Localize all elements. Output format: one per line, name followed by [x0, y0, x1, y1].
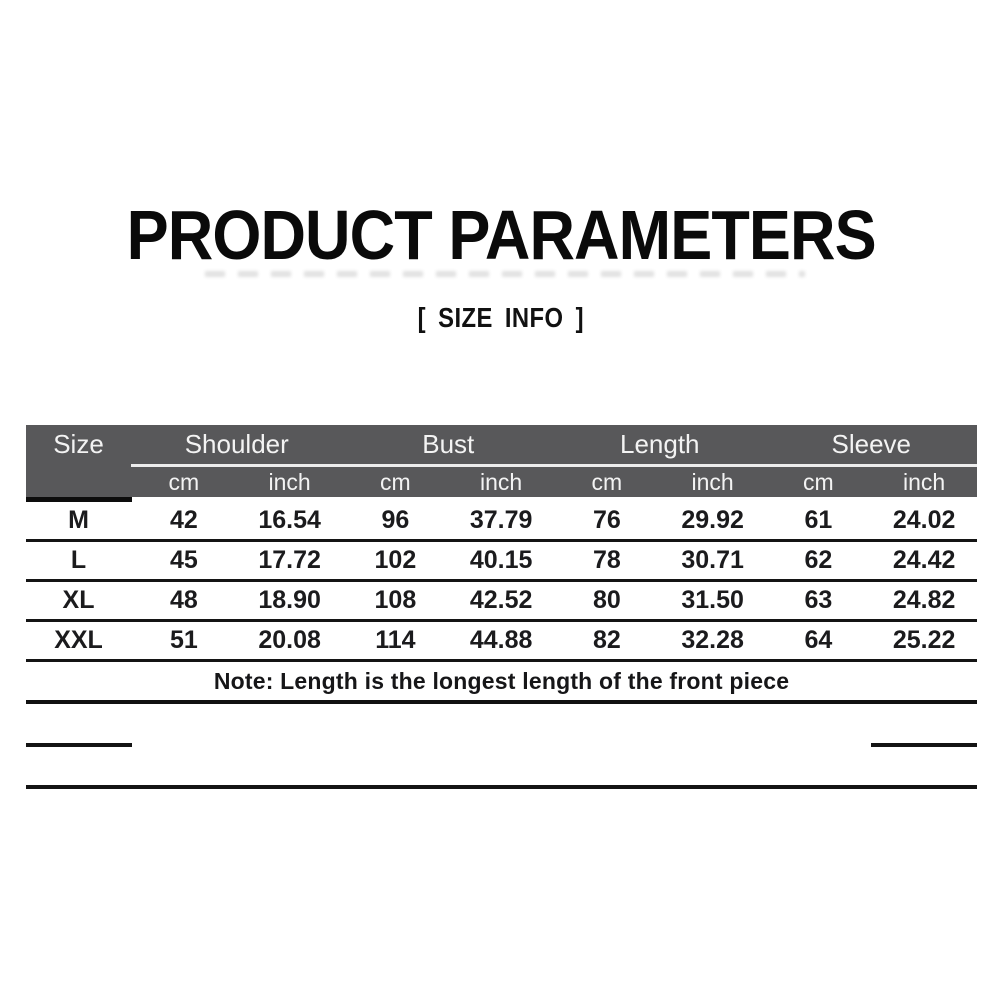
- value-cell: 48: [169, 586, 198, 614]
- unit-header: cm: [803, 468, 834, 495]
- value-cell: 30.71: [681, 546, 744, 574]
- remnant-line-left: [26, 743, 132, 747]
- column-header-bust: Bust: [422, 428, 475, 459]
- page-title: PRODUCT PARAMETERS: [126, 196, 876, 274]
- size-chart-table: [26, 425, 977, 704]
- value-cell: 61: [804, 506, 833, 534]
- column-header-size: Size: [53, 428, 104, 459]
- value-cell: 96: [381, 506, 410, 534]
- size-cell: XL: [62, 586, 95, 614]
- value-cell: 62: [804, 546, 833, 574]
- value-cell: 24.02: [892, 506, 956, 534]
- length-note: Note: Length is the longest length of the front piece: [213, 667, 790, 694]
- size-cell: XXL: [54, 626, 103, 654]
- value-cell: 20.08: [258, 626, 321, 654]
- remnant-line-right: [871, 743, 977, 747]
- column-header-shoulder: Shoulder: [184, 428, 289, 459]
- table-header: [26, 425, 977, 497]
- faded-text-artifact: [205, 271, 805, 277]
- value-cell: 82: [592, 626, 621, 654]
- value-cell: 45: [169, 546, 198, 574]
- table-row-xl: [26, 582, 977, 622]
- value-cell: 78: [592, 546, 621, 574]
- unit-header: cm: [168, 468, 200, 495]
- value-cell: 63: [804, 586, 833, 614]
- value-cell: 64: [804, 626, 833, 654]
- value-cell: 24.42: [892, 546, 956, 574]
- value-cell: 114: [375, 626, 416, 654]
- value-cell: 37.79: [469, 506, 533, 534]
- value-cell: 108: [374, 586, 417, 614]
- remnant-line-full: [26, 785, 977, 789]
- unit-header: cm: [380, 468, 411, 495]
- value-cell: 18.90: [258, 586, 321, 614]
- value-cell: 76: [592, 506, 621, 534]
- unit-header: cm: [591, 468, 623, 495]
- table-row-l: [26, 542, 977, 582]
- value-cell: 31.50: [681, 586, 744, 614]
- unit-header: inch: [480, 468, 523, 495]
- page-title-row: [0, 196, 1002, 274]
- value-cell: 51: [169, 626, 198, 654]
- table-body: [26, 502, 977, 704]
- unit-header: inch: [268, 468, 311, 495]
- value-cell: 29.92: [681, 506, 744, 534]
- unit-header: inch: [691, 468, 734, 495]
- column-header-length: Length: [619, 428, 700, 459]
- value-cell: 42: [169, 506, 198, 534]
- value-cell: 16.54: [258, 506, 321, 534]
- unit-header: inch: [903, 468, 946, 495]
- page-subtitle-row: [0, 302, 1002, 334]
- value-cell: 42.52: [469, 586, 533, 614]
- table-note-row: [26, 662, 977, 704]
- column-header-sleeve: Sleeve: [831, 428, 911, 459]
- size-cell: M: [68, 506, 89, 534]
- table-row-xxl: [26, 622, 977, 662]
- value-cell: 40.15: [469, 546, 533, 574]
- table-row-m: [26, 502, 977, 542]
- value-cell: 44.88: [469, 626, 533, 654]
- size-info-label: [ SIZE INFO ]: [417, 302, 585, 333]
- value-cell: 24.82: [892, 586, 956, 614]
- value-cell: 32.28: [681, 626, 744, 654]
- value-cell: 17.72: [258, 546, 321, 574]
- value-cell: 25.22: [892, 626, 956, 654]
- value-cell: 102: [374, 546, 417, 574]
- size-cell: L: [70, 546, 87, 574]
- value-cell: 80: [592, 586, 621, 614]
